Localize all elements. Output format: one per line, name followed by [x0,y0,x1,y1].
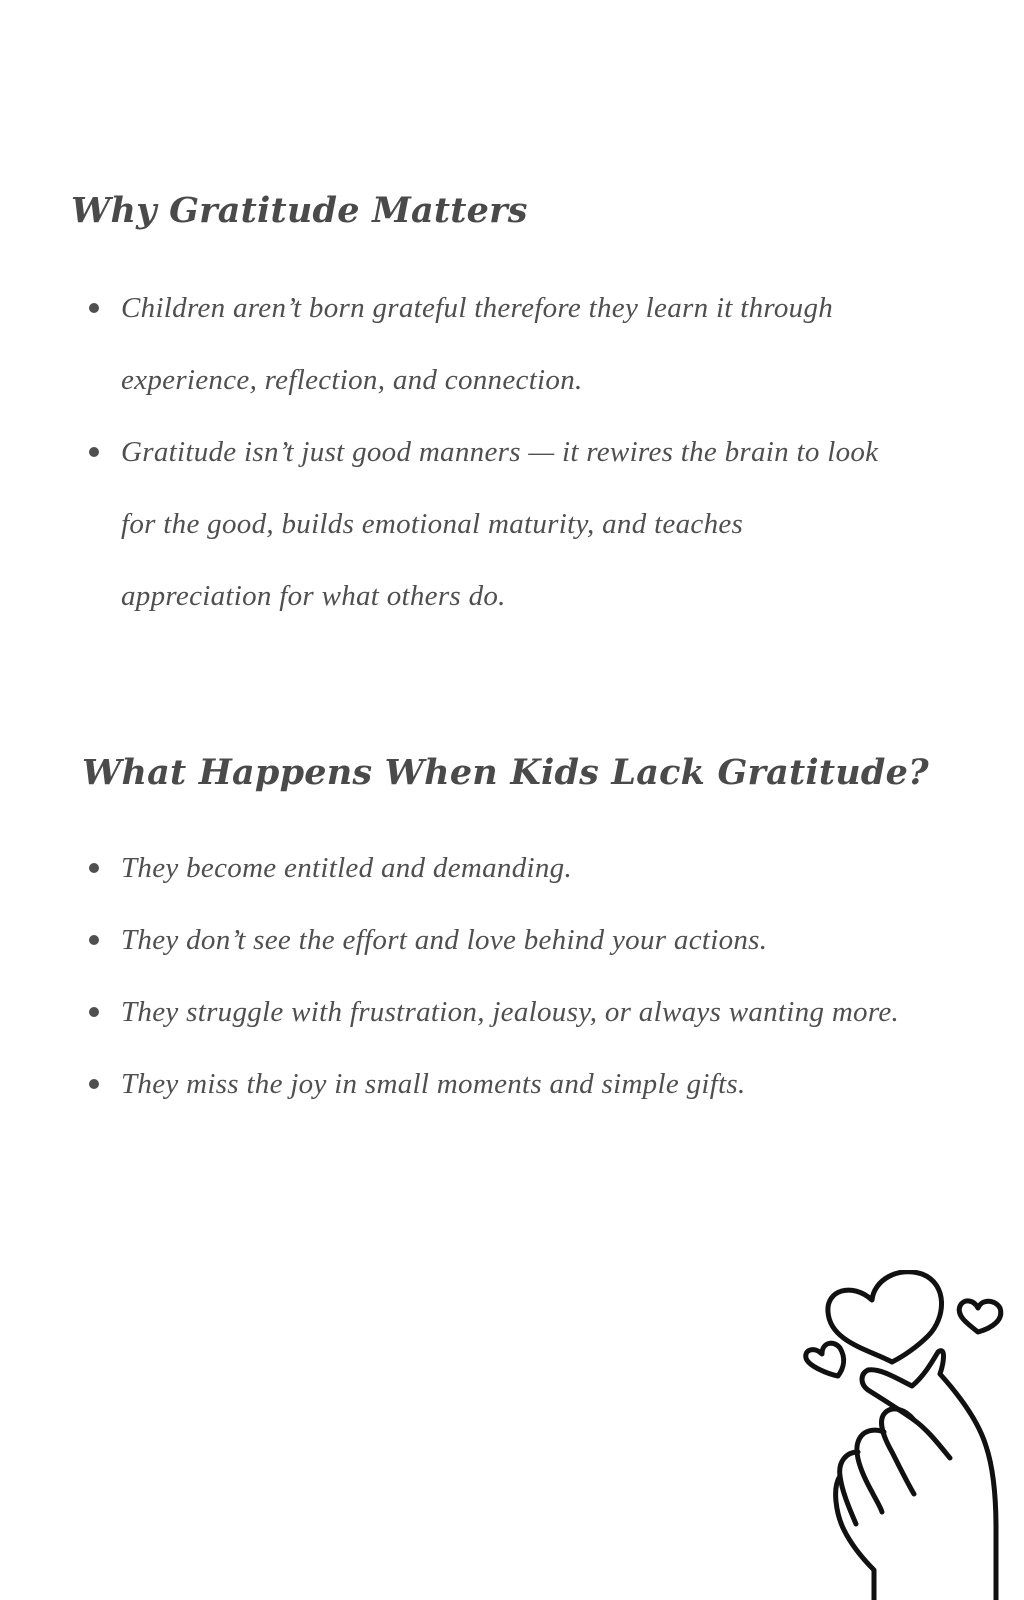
list-item [0,272,901,416]
section-heading: What Happens When Kids Lack Gratitude? [82,752,929,793]
thumb-outline [868,1351,996,1600]
small-heart-left-icon [806,1343,844,1376]
list-item-text: Gratitude isn’t just good manners — it rewires the brain to look for the good, builds emotional maturity, and teaches appreciation for what others do. [121,436,879,612]
list-item-text: They struggle with frustration, jealousy, or always wanting more. [121,996,900,1028]
bullet-list [0,832,1024,1120]
small-heart-right-icon [959,1301,1001,1332]
section-why-gratitude-matters [0,190,1024,632]
list-item [0,416,901,632]
list-item [0,904,901,976]
bullet-icon [89,303,99,313]
middle-finger-outline [857,1430,884,1512]
section-kids-lack-gratitude [0,752,1024,1120]
index-finger-outline [882,1409,914,1494]
bullet-icon [89,863,99,873]
bullet-list [0,272,1024,632]
list-item-text: They miss the joy in small moments and simple gifts. [121,1068,746,1100]
list-item [0,832,901,904]
ring-finger-outline [840,1452,858,1524]
palm-edge-outline [836,1476,874,1600]
list-item-text: Children aren’t born grateful therefore they learn it through experience, reflection, and connection. [121,292,834,396]
list-item-text: They don’t see the effort and love behind your actions. [121,924,768,956]
large-heart-icon [828,1272,942,1362]
bullet-icon [89,1079,99,1089]
list-item-text: They become entitled and demanding. [121,852,573,884]
bullet-icon [89,935,99,945]
bullet-icon [89,1007,99,1017]
section-heading: Why Gratitude Matters [71,190,528,231]
list-item [0,976,901,1048]
bullet-icon [89,447,99,457]
list-item [0,1048,901,1120]
heart-hand-icon [800,1270,1024,1600]
